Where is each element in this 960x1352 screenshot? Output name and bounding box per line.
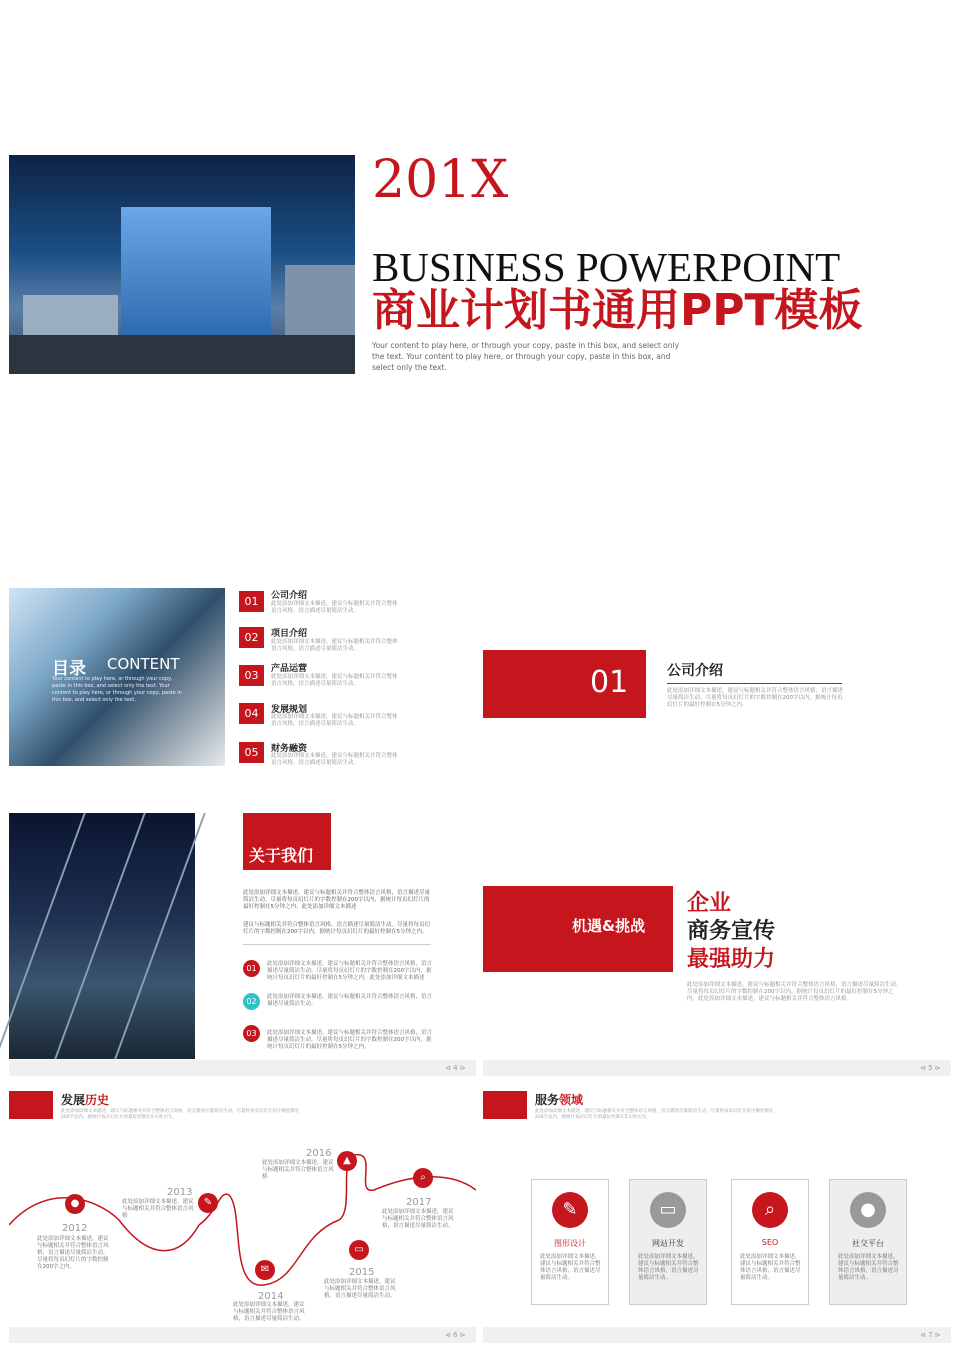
service-card — [829, 1179, 907, 1305]
about-item-text: 此处添加详细文本描述，建议与标题相关并符合整体语言风格，语言描述尽量简洁生动。 — [267, 994, 433, 1007]
cover-building-photo — [9, 155, 355, 374]
toc-text: 此处添加详细文本描述，建议与标题相关并符合整体语言风格，语言描述尽量简洁生动。 — [271, 714, 398, 727]
people-icon: ● — [850, 1192, 886, 1228]
timeline-text: 此处添加详细文本描述，建议与标题相关并符合整体语言风格 — [262, 1160, 334, 1180]
toc-title: 产品运营 — [271, 664, 308, 674]
history-title — [61, 1091, 109, 1108]
toc-number: 02 — [239, 627, 264, 648]
building-shape-left — [23, 295, 118, 340]
service-card — [731, 1179, 809, 1305]
services-title-b: 领域 — [559, 1093, 584, 1107]
about-paragraph: 建议与标题相关并符合整体语言风格，语言描述尽量简洁生动。尽量将每页幻灯片的字数控制在200字以内，据统计每页幻灯片的最好控制在5分钟之内。 — [243, 922, 431, 935]
section-text: 此处添加详细文本描述，建议与标题相关并符合整体语言风格，语言描述尽量简洁生动。尽量将每页幻灯片的字数控制在200字以内，据统计每页幻灯片的最好控制在5分钟之内。 — [667, 688, 844, 708]
services-title — [535, 1091, 583, 1108]
service-text: 此处添加详细文本描述，建议与标题相关并符合整体语言风格，语言描述尽量简洁生动。 — [838, 1254, 899, 1281]
history-subtitle: 此处添加详细文本描述，建议与标题相关并符合整体语言风格，语言描述尽量简洁生动。尽量将每页幻灯片的字数控制在200字以内，据统计每页幻灯片的最好控制在5分钟之内。 — [61, 1109, 300, 1120]
slogan-line: 商务宣传 — [687, 919, 776, 944]
timeline-year: 2016 — [306, 1148, 332, 1159]
slogan-line: 企业 — [687, 891, 732, 916]
timeline-year: 2014 — [258, 1291, 284, 1302]
slide-footer — [9, 1060, 476, 1076]
toc-title: 公司介绍 — [271, 591, 308, 601]
service-title: 社交平台 — [852, 1239, 884, 1248]
toc-number: 01 — [239, 591, 264, 612]
toc-number: 05 — [239, 742, 264, 763]
cover-chinese-title: 商业计划书通用PPT模板 — [372, 285, 863, 336]
plaza-ground — [9, 335, 355, 374]
search-icon: ⌕ — [413, 1168, 433, 1188]
timeline-year: 2012 — [62, 1223, 88, 1234]
building-shape — [121, 207, 271, 335]
history-accent-bar — [9, 1091, 53, 1119]
timeline-text: 此处添加详细文本描述，建议与标题相关并符合整体语言风格，语言描述尽量简洁生动。 — [382, 1209, 454, 1229]
service-text: 此处添加详细文本描述，建议与标题相关并符合整体语言风格，语言描述尽量简洁生动。 — [740, 1254, 801, 1281]
toc-text: 此处添加详细文本描述，建议与标题相关并符合整体语言风格，语言描述尽量简洁生动。 — [271, 674, 398, 687]
timeline-year: 2017 — [406, 1197, 432, 1208]
timeline-text: 此处添加详细文本描述，建议与标题相关并符合整体语言风格，语言描述尽量简洁生动。尽量将每页幻灯片的字数控制在200字之内。 — [37, 1236, 109, 1270]
service-title: 网站开发 — [652, 1239, 684, 1248]
timeline-text: 此处添加详细文本描述，建议与标题相关并符合整体语言风格 — [122, 1199, 194, 1219]
about-divider — [243, 944, 431, 945]
service-title: SEO — [761, 1238, 779, 1247]
timeline-year: 2015 — [349, 1267, 375, 1278]
toc-title: 项目介绍 — [271, 629, 308, 639]
cover-description: Your content to play here, or through your copy, paste in this box, and select only the text. Your content to play here, or through your copy, paste in this box, and select only the text. — [372, 341, 680, 372]
cover-year: 201X — [372, 150, 509, 210]
toc-text: 此处添加详细文本描述，建议与标题相关并符合整体语言风格，语言描述尽量简洁生动。 — [271, 753, 398, 766]
cover-english-title: BUSINESS POWERPOINT — [372, 244, 841, 290]
slide-footer — [483, 1060, 951, 1076]
timeline-text: 此处添加详细文本描述，建议与标题相关并符合整体语言风格，语言描述尽量简洁生动。 — [324, 1279, 396, 1299]
people-icon: ● — [65, 1194, 85, 1214]
about-number-circle: 02 — [243, 993, 260, 1010]
history-title-a: 发展 — [61, 1093, 86, 1107]
about-number-circle: 01 — [243, 960, 260, 977]
search-icon: ⌕ — [752, 1192, 788, 1228]
section-divider — [667, 683, 842, 684]
toc-number: 03 — [239, 665, 264, 686]
about-heading: 关于我们 — [249, 846, 314, 865]
pen-icon: ✎ — [198, 1193, 218, 1213]
toc-title: 发展规划 — [271, 705, 308, 715]
slogan-line: 最强助力 — [687, 947, 776, 972]
challenge-box-text: 机遇&挑战 — [572, 917, 646, 935]
page-number: ⊲ 4 ⊳ — [445, 1064, 466, 1072]
bridge-cable — [114, 813, 206, 1059]
page-number-value: 5 — [928, 1064, 933, 1072]
slogan-text: 此处添加详细文本描述，建议与标题相关并符合整体语言风格，语言描述尽量简洁生动。尽量将每页幻灯片的字数控制在200字以内，据统计每页幻灯片的最好控制在5分钟之内。此处添加详细文本描述，建议与标题相关并符合整体语言风格。 — [687, 982, 902, 1002]
page-number-value: 7 — [928, 1331, 933, 1339]
bridge-photo — [9, 813, 195, 1059]
building-shape-side — [285, 265, 355, 345]
about-paragraph: 此处添加详细文本描述，建议与标题相关并符合整体语言风格，语言描述尽量简洁生动。尽量将每页幻灯片的字数控制在200字以内，据统计每页幻灯片的最好控制在5分钟之内。此处添加详细文本描述 — [243, 890, 431, 910]
service-text: 此处添加详细文本描述，建议与标题相关并符合整体语言风格，语言描述尽量简洁生动。 — [638, 1254, 699, 1281]
contents-title-cn: 目录 — [52, 659, 86, 679]
image-icon: ▲ — [337, 1151, 357, 1171]
page-number-value: 6 — [453, 1331, 458, 1339]
slide-footer — [483, 1327, 951, 1343]
service-title: 图形设计 — [554, 1239, 586, 1248]
laptop-icon: ▭ — [349, 1240, 369, 1260]
about-item-text: 此处添加详细文本描述，建议与标题相关并符合整体语言风格，语言描述尽量简洁生动。尽量将每页幻灯片的字数控制在200字以内，据统计每页幻灯片的最好控制在5分钟之内。此处添加详细文本描述 — [267, 961, 433, 981]
services-accent-bar — [483, 1091, 527, 1119]
contents-description: Your content to play here, or through your copy, paste in this box, and select only the text. Your content to play here, or through your copy, paste in this box, and select only the text. — [52, 676, 182, 703]
about-number-circle: 03 — [243, 1025, 260, 1042]
page-number: ⊲ 6 ⊳ — [445, 1331, 466, 1339]
toc-text: 此处添加详细文本描述，建议与标题相关并符合整体语言风格，语言描述尽量简洁生动。 — [271, 601, 398, 614]
service-card — [629, 1179, 707, 1305]
service-text: 此处添加详细文本描述，建议与标题相关并符合整体语言风格，语言描述尽量简洁生动。 — [540, 1254, 601, 1281]
page-number: ⊲ 7 ⊳ — [920, 1331, 941, 1339]
toc-number: 04 — [239, 703, 264, 724]
about-item-text: 此处添加详细文本描述，建议与标题相关并符合整体语言风格，语言描述尽量简洁生动。尽量将每页幻灯片的字数控制在200字以内，据统计每页幻灯片的最好控制在5分钟之内。 — [267, 1030, 433, 1050]
toc-title: 财务融资 — [271, 744, 308, 754]
timeline-text: 此处添加详细文本描述，建议与标题相关并符合整体语言风格，语言描述尽量简洁生动。 — [233, 1302, 305, 1322]
laptop-icon: ▭ — [650, 1192, 686, 1228]
bridge-cable — [54, 813, 146, 1059]
service-card — [531, 1179, 609, 1305]
services-title-a: 服务 — [535, 1093, 560, 1107]
slide-footer — [9, 1327, 476, 1343]
section-number: 01 — [590, 665, 629, 700]
toc-text: 此处添加详细文本描述，建议与标题相关并符合整体语言风格，语言描述尽量简洁生动。 — [271, 639, 398, 652]
timeline-year: 2013 — [167, 1187, 193, 1198]
mail-icon: ✉ — [255, 1260, 275, 1280]
page-number-value: 4 — [453, 1064, 458, 1072]
contents-title-en: CONTENT — [107, 655, 180, 673]
services-subtitle: 此处添加详细文本描述，建议与标题相关并符合整体语言风格，语言描述尽量简洁生动。尽量将每页幻灯片的字数控制在200字以内，据统计每页幻灯片的最好控制在5分钟之内。 — [535, 1109, 774, 1120]
section-title: 公司介绍 — [667, 663, 723, 679]
pen-icon: ✎ — [552, 1192, 588, 1228]
bridge-cable — [0, 813, 86, 1059]
page-number: ⊲ 5 ⊳ — [920, 1064, 941, 1072]
history-title-b: 历史 — [85, 1093, 110, 1107]
